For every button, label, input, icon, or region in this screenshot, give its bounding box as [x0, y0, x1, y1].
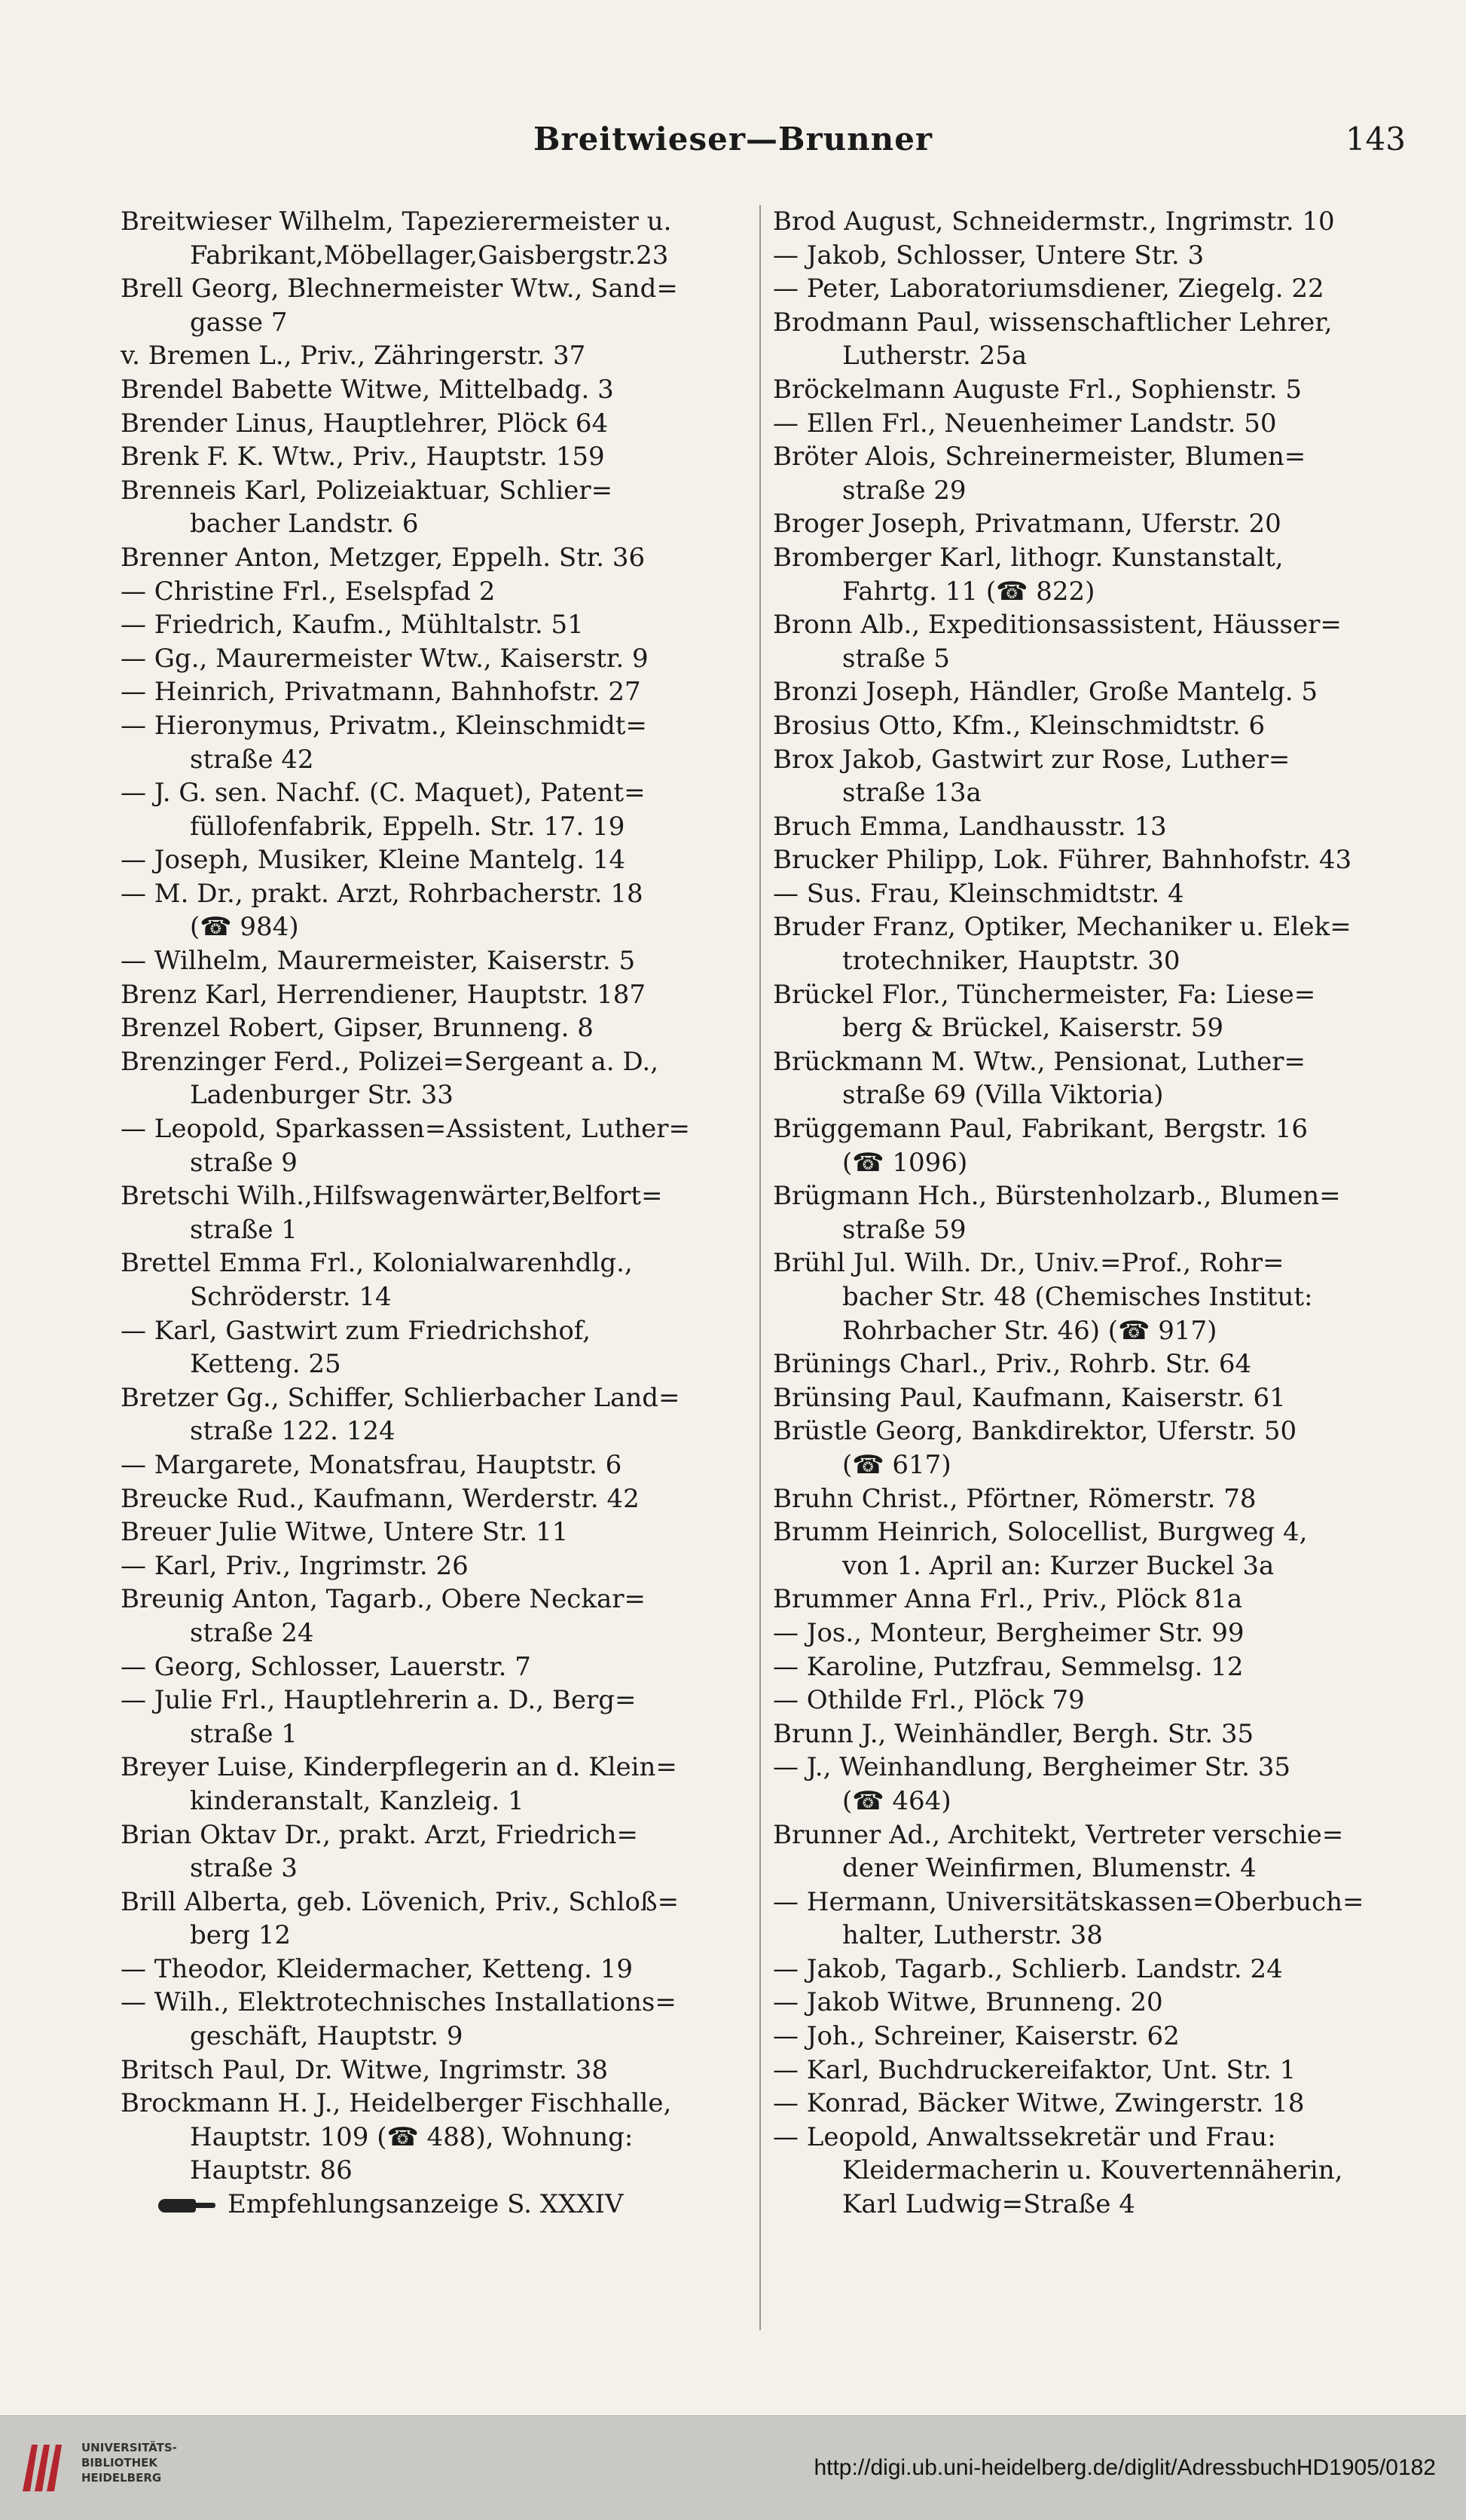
entry-continuation-line: straße 1 — [190, 1718, 298, 1749]
directory-entry-line: Brell Georg, Blechnermeister Wtw., Sand= — [121, 274, 678, 304]
entry-continuation-line: straße 29 — [842, 475, 967, 506]
directory-entry-line: — Hermann, Universitätskassen=Oberbuch= — [773, 1886, 1364, 1917]
directory-entry-line: — Heinrich, Privatmann, Bahnhofstr. 27 — [121, 677, 641, 708]
directory-entry-line: Brückel Flor., Tünchermeister, Fa: Liese= — [773, 979, 1316, 1010]
directory-entry-line: — Konrad, Bäcker Witwe, Zwingerstr. 18 — [773, 2088, 1305, 2119]
directory-entry-line: Bretzer Gg., Schiffer, Schlierbacher Land= — [121, 1382, 680, 1413]
directory-entry-line: Brüstle Georg, Bankdirektor, Uferstr. 50 — [773, 1416, 1297, 1447]
entry-continuation-line: (☎ 984) — [190, 912, 299, 943]
directory-entry-line: — M. Dr., prakt. Arzt, Rohrbacherstr. 18 — [121, 878, 643, 909]
directory-entry-line: Brill Alberta, geb. Lövenich, Priv., Schloß= — [121, 1886, 680, 1917]
directory-entry-line: Brünings Charl., Priv., Rohrb. Str. 64 — [773, 1349, 1252, 1380]
source-url-link[interactable]: http://digi.ub.uni-heidelberg.de/diglit/AdressbuchHD1905/0182 — [814, 2455, 1436, 2480]
directory-entry-line: Bruhn Christ., Pförtner, Römerstr. 78 — [773, 1483, 1257, 1514]
directory-entry-line: Brucker Philipp, Lok. Führer, Bahnhofstr. 43 — [773, 845, 1352, 876]
entry-continuation-line: kinderanstalt, Kanzleig. 1 — [190, 1785, 524, 1816]
directory-entry-line: Brockmann H. J., Heidelberger Fischhalle, — [121, 2088, 672, 2119]
directory-entry-line: Brückmann M. Wtw., Pensionat, Luther= — [773, 1046, 1306, 1077]
entry-continuation-line: straße 69 (Villa Viktoria) — [842, 1080, 1164, 1111]
entry-continuation-line: bacher Str. 48 (Chemisches Institut: — [842, 1282, 1313, 1312]
directory-entry-line: Bronn Alb., Expeditionsassistent, Häusser= — [773, 610, 1342, 641]
directory-entry-line: — Leopold, Anwaltssekretär und Frau: — [773, 2121, 1276, 2152]
directory-entry-line: — Joh., Schreiner, Kaiserstr. 62 — [773, 2021, 1180, 2052]
entry-continuation-line: (☎ 1096) — [842, 1147, 968, 1178]
directory-entry-line: — Jakob, Schlosser, Untere Str. 3 — [773, 240, 1205, 271]
directory-entry-line: — Theodor, Kleidermacher, Ketteng. 19 — [121, 1953, 634, 1984]
entry-continuation-line: Hauptstr. 86 — [190, 2155, 353, 2186]
directory-entry-line: Bromberger Karl, lithogr. Kunstanstalt, — [773, 542, 1284, 573]
entry-continuation-line: Rohrbacher Str. 46) (☎ 917) — [842, 1315, 1217, 1346]
directory-entry-line: — Jakob, Tagarb., Schlierb. Landstr. 24 — [773, 1953, 1283, 1984]
directory-entry-line: Brunner Ad., Architekt, Vertreter verschie= — [773, 1819, 1344, 1850]
entry-continuation-line: straße 42 — [190, 744, 314, 775]
directory-entry-line: — Ellen Frl., Neuenheimer Landstr. 50 — [773, 408, 1277, 439]
directory-entry-line: Breitwieser Wilhelm, Tapezierermeister u. — [121, 206, 672, 237]
directory-entry-line: Bruder Franz, Optiker, Mechaniker u. Elek= — [773, 912, 1351, 943]
directory-entry-line: Breuer Julie Witwe, Untere Str. 11 — [121, 1517, 569, 1548]
directory-entry-line: Brügmann Hch., Bürstenholzarb., Blumen= — [773, 1181, 1341, 1212]
entry-continuation-line: straße 9 — [190, 1147, 298, 1178]
page-number: 143 — [1345, 121, 1406, 158]
directory-entry-line: — Hieronymus, Privatm., Kleinschmidt= — [121, 710, 647, 741]
entry-continuation-line: Fabrikant,Möbellager,Gaisbergstr.23 — [190, 240, 669, 271]
directory-entry-line: — Karl, Buchdruckereifaktor, Unt. Str. 1 — [773, 2054, 1296, 2085]
directory-entry-line: Brenzinger Ferd., Polizei=Sergeant a. D., — [121, 1046, 659, 1077]
entry-continuation-line: straße 1 — [190, 1214, 298, 1245]
directory-entry-line: Brox Jakob, Gastwirt zur Rose, Luther= — [773, 744, 1290, 775]
directory-entry-line: — Margarete, Monatsfrau, Hauptstr. 6 — [121, 1449, 622, 1480]
right-column — [773, 205, 1402, 2222]
entry-continuation-line: (☎ 617) — [842, 1449, 951, 1480]
directory-entry-line: Bröter Alois, Schreinermeister, Blumen= — [773, 442, 1306, 472]
advertisement-reference — [121, 2188, 746, 2222]
advertisement-reference-text: Empfehlungsanzeige S. XXXIV — [228, 2189, 624, 2220]
directory-entry-line: Brendel Babette Witwe, Mittelbadg. 3 — [121, 374, 614, 405]
directory-entry-line: — Leopold, Sparkassen=Assistent, Luther= — [121, 1114, 690, 1145]
directory-entry-line: Brian Oktav Dr., prakt. Arzt, Friedrich= — [121, 1819, 639, 1850]
library-logo-icon — [17, 2439, 66, 2497]
footer-bar — [0, 2415, 1466, 2520]
directory-entry-line: Brüggemann Paul, Fabrikant, Bergstr. 16 — [773, 1114, 1309, 1145]
entry-continuation-line: berg 12 — [190, 1920, 291, 1951]
left-column — [121, 205, 746, 2222]
directory-entry-line: v. Bremen L., Priv., Zähringerstr. 37 — [121, 341, 586, 372]
directory-entry-line: — Jakob Witwe, Brunneng. 20 — [773, 1987, 1163, 2018]
directory-entry-line: Brenz Karl, Herrendiener, Hauptstr. 187 — [121, 979, 646, 1010]
entry-continuation-line: Fahrtg. 11 (☎ 822) — [842, 576, 1095, 607]
entry-continuation-line: von 1. April an: Kurzer Buckel 3a — [842, 1550, 1275, 1581]
directory-entry-line: Brod August, Schneidermstr., Ingrimstr. 10 — [773, 206, 1335, 237]
directory-entry-line: — Christine Frl., Eselspfad 2 — [121, 576, 496, 607]
directory-entry-line: — Wilh., Elektrotechnisches Installations= — [121, 1987, 676, 2018]
library-logo-text — [81, 2440, 177, 2485]
entry-continuation-line: berg & Brückel, Kaiserstr. 59 — [842, 1013, 1224, 1044]
directory-entry-line: — J. G. sen. Nachf. (C. Maquet), Patent= — [121, 778, 646, 809]
directory-entry-line: Brosius Otto, Kfm., Kleinschmidtstr. 6 — [773, 710, 1266, 741]
pointing-hand-icon — [151, 2194, 215, 2217]
entry-continuation-line: Schröderstr. 14 — [190, 1282, 392, 1312]
directory-entry-line: Brunn J., Weinhändler, Bergh. Str. 35 — [773, 1718, 1254, 1749]
directory-entry-line: — Jos., Monteur, Bergheimer Str. 99 — [773, 1617, 1245, 1648]
entry-continuation-line: Kleidermacherin u. Kouvertennäherin, — [842, 2155, 1343, 2186]
column-divider — [759, 205, 761, 2330]
directory-entry-line: Brenk F. K. Wtw., Priv., Hauptstr. 159 — [121, 442, 605, 472]
directory-entry-line: Bronzi Joseph, Händler, Große Mantelg. 5 — [773, 677, 1318, 708]
directory-entry-line: — Peter, Laboratoriumsdiener, Ziegelg. 22 — [773, 274, 1324, 304]
entry-continuation-line: halter, Lutherstr. 38 — [842, 1920, 1103, 1951]
entry-continuation-line: straße 5 — [842, 643, 950, 674]
directory-entry-line: Breunig Anton, Tagarb., Obere Neckar= — [121, 1584, 646, 1615]
directory-entry-line: — Joseph, Musiker, Kleine Mantelg. 14 — [121, 845, 626, 876]
directory-entry-line: Breyer Luise, Kinderpflegerin an d. Klein= — [121, 1752, 677, 1783]
entry-continuation-line: (☎ 464) — [842, 1785, 951, 1816]
directory-entry-line: Brenneis Karl, Polizeiaktuar, Schlier= — [121, 475, 613, 506]
entry-continuation-line: Ketteng. 25 — [190, 1349, 341, 1380]
entry-continuation-line: Karl Ludwig=Straße 4 — [842, 2189, 1135, 2220]
directory-entry-line: Brender Linus, Hauptlehrer, Plöck 64 — [121, 408, 609, 439]
directory-entry-line: — Othilde Frl., Plöck 79 — [773, 1685, 1085, 1716]
directory-entry-line: Brumm Heinrich, Solocellist, Burgweg 4, — [773, 1517, 1308, 1548]
logo-line: BIBLIOTHEK — [81, 2456, 157, 2470]
directory-entry-line: Brenzel Robert, Gipser, Brunneng. 8 — [121, 1013, 594, 1044]
entry-continuation-line: straße 3 — [190, 1853, 298, 1884]
entry-continuation-line: Ladenburger Str. 33 — [190, 1080, 454, 1111]
entry-continuation-line: bacher Landstr. 6 — [190, 509, 419, 540]
directory-entry-line: Bretschi Wilh.,Hilfswagenwärter,Belfort= — [121, 1181, 663, 1212]
logo-line: HEIDELBERG — [81, 2471, 162, 2485]
directory-entry-line: — Julie Frl., Hauptlehrerin a. D., Berg= — [121, 1685, 637, 1716]
directory-entry-line: Britsch Paul, Dr. Witwe, Ingrimstr. 38 — [121, 2054, 609, 2085]
entry-continuation-line: geschäft, Hauptstr. 9 — [190, 2021, 463, 2052]
entry-continuation-line: trotechniker, Hauptstr. 30 — [842, 946, 1180, 977]
directory-entry-line: — J., Weinhandlung, Bergheimer Str. 35 — [773, 1752, 1290, 1783]
directory-entry-line: Brodmann Paul, wissenschaftlicher Lehrer, — [773, 307, 1333, 338]
logo-line: UNIVERSITÄTS- — [81, 2441, 177, 2454]
directory-entry-line: — Karoline, Putzfrau, Semmelsg. 12 — [773, 1651, 1244, 1682]
entry-continuation-line: gasse 7 — [190, 307, 288, 338]
directory-entry-line: Breucke Rud., Kaufmann, Werderstr. 42 — [121, 1483, 640, 1514]
directory-entry-line: Brummer Anna Frl., Priv., Plöck 81a — [773, 1584, 1243, 1615]
directory-entry-line: — Wilhelm, Maurermeister, Kaiserstr. 5 — [121, 946, 636, 977]
directory-entry-line: — Sus. Frau, Kleinschmidtstr. 4 — [773, 878, 1184, 909]
directory-entry-line: Bruch Emma, Landhausstr. 13 — [773, 811, 1167, 842]
directory-entry-line: Brenner Anton, Metzger, Eppelh. Str. 36 — [121, 542, 646, 573]
directory-entry-line: — Karl, Priv., Ingrimstr. 26 — [121, 1550, 469, 1581]
entry-continuation-line: füllofenfabrik, Eppelh. Str. 17. 19 — [190, 811, 625, 842]
entry-continuation-line: straße 13a — [842, 778, 982, 809]
directory-entry-line: — Georg, Schlosser, Lauerstr. 7 — [121, 1651, 531, 1682]
page-header-title: Breitwieser—Brunner — [533, 121, 933, 158]
directory-entry-line: — Gg., Maurermeister Wtw., Kaiserstr. 9 — [121, 643, 649, 674]
directory-entry-line: Brühl Jul. Wilh. Dr., Univ.=Prof., Rohr= — [773, 1248, 1284, 1279]
entry-continuation-line: straße 59 — [842, 1214, 967, 1245]
entry-continuation-line: dener Weinfirmen, Blumenstr. 4 — [842, 1853, 1257, 1884]
directory-entry-line: — Friedrich, Kaufm., Mühltalstr. 51 — [121, 610, 584, 641]
entry-continuation-line: straße 24 — [190, 1617, 314, 1648]
entry-continuation-line: Lutherstr. 25a — [842, 341, 1028, 372]
directory-entry-line: Broger Joseph, Privatmann, Uferstr. 20 — [773, 509, 1281, 540]
directory-entry-line: Brünsing Paul, Kaufmann, Kaiserstr. 61 — [773, 1382, 1286, 1413]
directory-entry-line: — Karl, Gastwirt zum Friedrichshof, — [121, 1315, 591, 1346]
entry-continuation-line: Hauptstr. 109 (☎ 488), Wohnung: — [190, 2121, 634, 2152]
directory-entry-line: Bröckelmann Auguste Frl., Sophienstr. 5 — [773, 374, 1302, 405]
directory-entry-line: Brettel Emma Frl., Kolonialwarenhdlg., — [121, 1248, 633, 1279]
entry-continuation-line: straße 122. 124 — [190, 1416, 396, 1447]
